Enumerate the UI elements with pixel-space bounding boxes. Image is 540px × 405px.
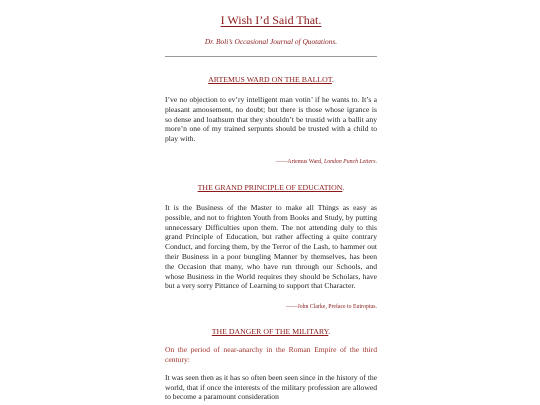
post-title [165,183,377,193]
post-body: It is the Business of the Master to make all Things as easy as possible, and not to frighten Youth from Books and Study, by putting unnecessary Difficulties upon them. The not attending duly to this grand Principle of Education, but rather affecting a quite contrary Conduct, and forcing them, by the Terror of the Lash, to hammer out their Business in a poor bungling Manner by themselves, has been the Occasion that many, who have run through our Schools, and whose Business in the World requires they should be Scholars, have but a very sorry Pittance of Learning to support that Character. [165,202,377,291]
post-title-period: . [342,182,345,192]
post-body: It was seen then as it has so often been seen since in the history of the world, that if once the interests of the military profession are allowed to become a paramount consideration [165,372,377,402]
attribution-author: ——John Clarke, Preface to Eutropius. [285,304,377,311]
post-title-link[interactable]: THE DANGER OF THE MILITARY [211,327,329,337]
site-tagline: Dr. Boli’s Occasional Journal of Quotations. [204,37,338,46]
header-divider [165,56,377,57]
post-danger-military [165,327,377,402]
content-column [165,12,377,402]
post-artemus-ward [165,75,377,166]
site-title[interactable] [165,12,377,28]
attribution-author: ——Artemus Ward, [275,158,325,165]
post-intro: On the period of near-anarchy in the Roman Empire of the third century: [165,345,377,364]
post-title [165,327,377,337]
post-title [165,75,377,85]
attribution-source: London Punch Letters [324,158,376,165]
post-title-period: . [331,75,334,84]
attribution-period: . [375,158,377,165]
post-body: I’ve no objection to ev’ry intelligent man votin’ if he wants to. It’s a pleasant amoosement, no doubt; but there is those whose igrance is so dense and loathsum that they shouldn’t be trustid with a ballit any more’n one of my trained serpunts should be trusted with a child to play with. [165,95,377,144]
post-title-link[interactable]: THE GRAND PRINCIPLE OF EDUCATION [197,182,343,192]
post-attribution [165,303,377,311]
post-attribution [165,158,377,166]
post-grand-principle [165,183,377,311]
site-title-link[interactable]: I Wish I’d Said That. [220,13,322,27]
post-title-link[interactable]: ARTEMUS WARD ON THE BALLOT [208,75,332,84]
post-title-period: . [328,327,331,337]
